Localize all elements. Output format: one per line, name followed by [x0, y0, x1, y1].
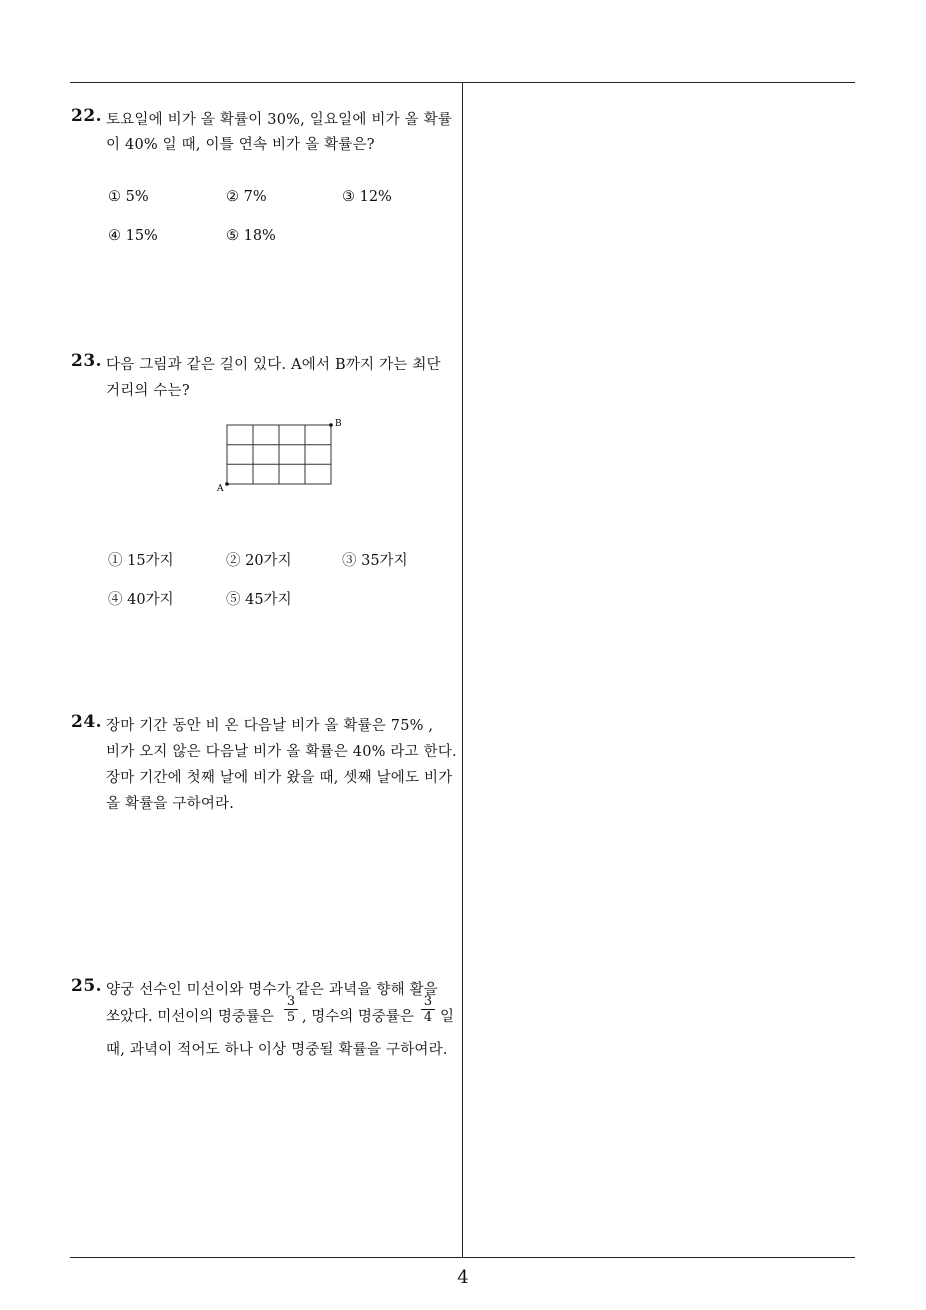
fraction-numerator: 3 — [284, 994, 298, 1010]
question-text-line: 이 40% 일 때, 이틀 연속 비가 올 확률은? — [106, 137, 375, 153]
choice-3[interactable]: ③ 12% — [342, 189, 392, 205]
column-divider — [462, 82, 463, 1258]
question-text-line: 비가 오지 않은 다음날 비가 올 확률은 40% 라고 한다. — [106, 744, 457, 760]
question-text-line: 올 확률을 구하여라. — [106, 796, 235, 812]
question-text-line: 때, 과녁이 적어도 하나 이상 명중될 확률을 구하여라. — [106, 1042, 448, 1058]
fraction-denominator: 5 — [286, 1010, 296, 1025]
question-text-segment: 일 — [440, 1009, 455, 1025]
question-text-line: 양궁 선수인 미선이와 명수가 같은 과녁을 향해 활을 — [106, 982, 439, 998]
grid-path-figure — [210, 412, 350, 496]
grid-lines — [227, 425, 331, 484]
choice-5[interactable]: ⑤ 18% — [226, 228, 276, 244]
question-text-line: 거리의 수는? — [106, 383, 190, 399]
point-b — [329, 423, 333, 427]
question-number: 25. — [71, 976, 103, 996]
question-text-line: 다음 그림과 같은 길이 있다. A에서 B까지 가는 최단 — [106, 357, 441, 373]
question-text-line: 장마 기간 동안 비 온 다음날 비가 올 확률은 75% , — [106, 718, 434, 734]
question-number: 23. — [71, 351, 103, 371]
choice-1[interactable]: ① 15가지 — [108, 553, 174, 569]
question-text-line: 토요일에 비가 올 확률이 30%, 일요일에 비가 올 확률 — [106, 112, 453, 128]
question-text-line: 장마 기간에 첫째 날에 비가 왔을 때, 셋째 날에도 비가 — [106, 770, 453, 786]
fraction-denominator: 4 — [423, 1010, 433, 1025]
fraction-numerator: 3 — [421, 994, 435, 1010]
bottom-rule — [70, 1257, 855, 1258]
choice-3[interactable]: ③ 35가지 — [342, 553, 408, 569]
choice-4[interactable]: ④ 15% — [108, 228, 158, 244]
page-number: 4 — [457, 1267, 469, 1288]
choice-2[interactable]: ② 20가지 — [226, 553, 292, 569]
question-number: 22. — [71, 106, 103, 126]
choice-5[interactable]: ⑤ 45가지 — [226, 592, 292, 608]
choice-1[interactable]: ① 5% — [108, 189, 149, 205]
question-text-segment: 쏘았다. 미선이의 명중률은 — [106, 1009, 274, 1025]
question-text-segment: , 명수의 명중률은 — [302, 1009, 414, 1025]
point-a — [225, 482, 229, 486]
label-b: B — [335, 419, 342, 429]
choice-2[interactable]: ② 7% — [226, 189, 267, 205]
fraction-3-4 — [421, 994, 435, 1025]
label-a: A — [217, 484, 224, 494]
fraction-3-5 — [284, 994, 298, 1025]
question-number: 24. — [71, 712, 103, 732]
choice-4[interactable]: ④ 40가지 — [108, 592, 174, 608]
